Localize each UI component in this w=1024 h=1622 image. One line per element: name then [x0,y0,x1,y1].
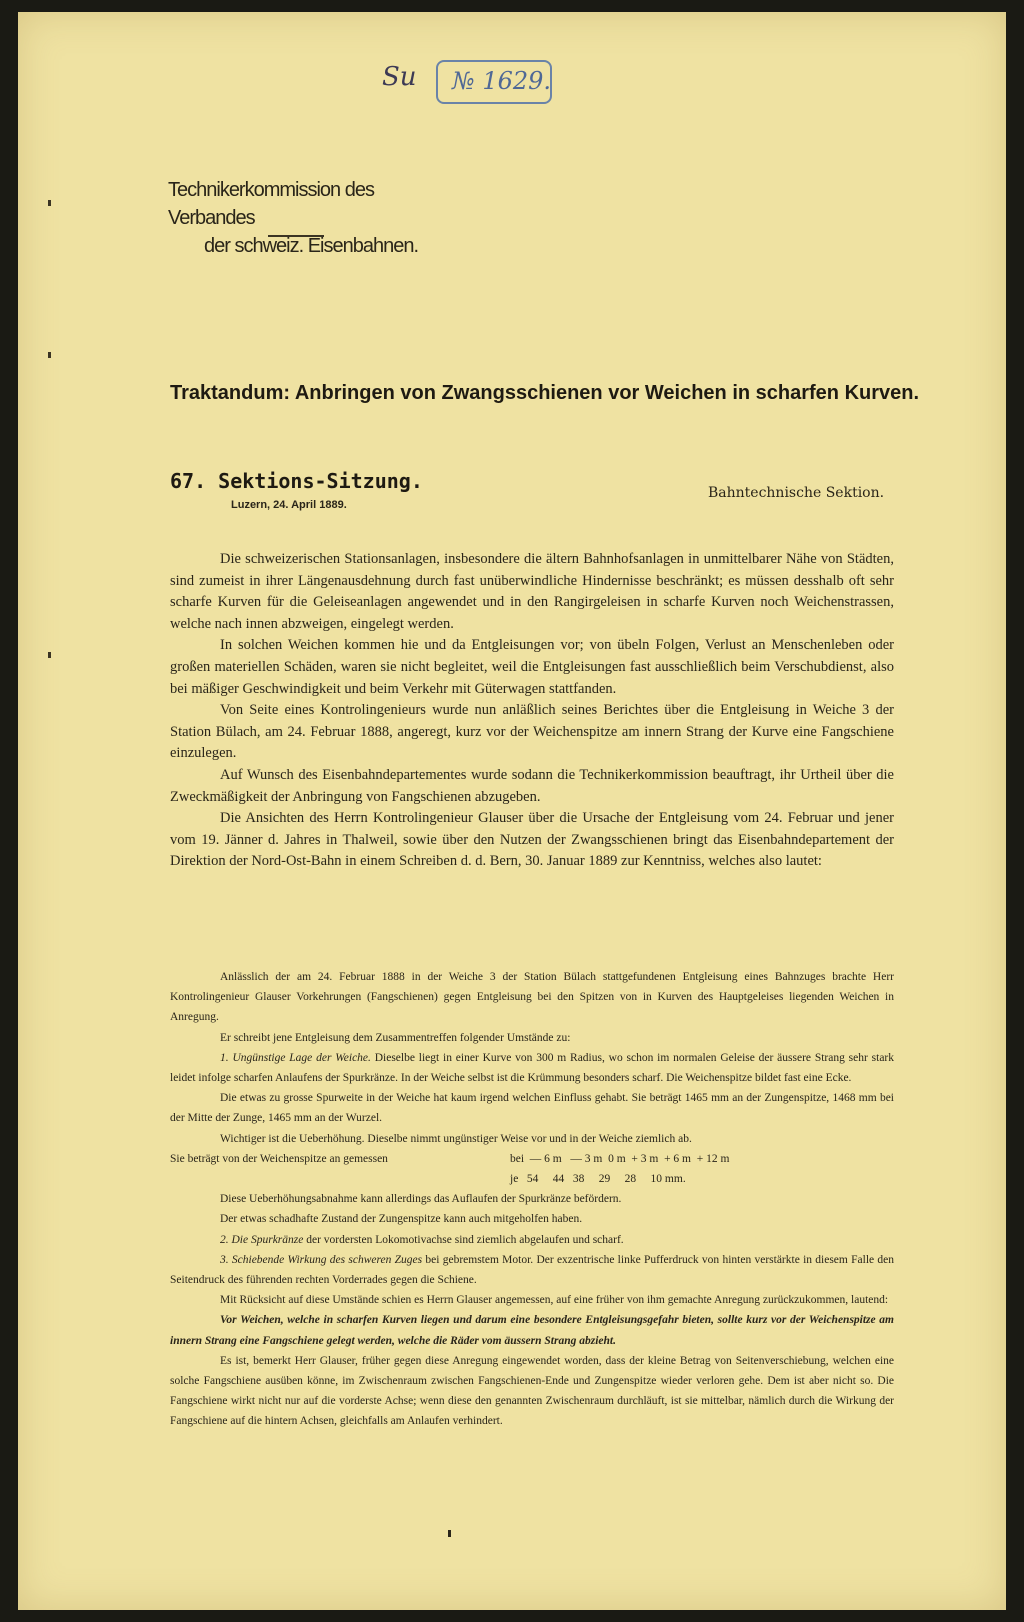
quote-paragraph: Wichtiger ist die Ueberhöhung. Dieselbe nimmt ungünstiger Weise vor und in der Weiche ziemlich ab. [220,1132,692,1145]
document-page [18,12,1006,1610]
measures-label: Sie beträgt von der Weichenspitze an gemessen [170,1152,388,1165]
org-line-1: Technikerkommission des Verbandes [168,179,374,229]
measures-distances: bei — 6 m — 3 m 0 m + 3 m + 6 m + 12 m [510,1152,730,1165]
section-name: Bahntechnische Sektion. [708,485,885,501]
quote-paragraph: Er schreibt jene Entgleisung dem Zusammentreffen folgender Umstände zu: [220,1031,571,1044]
session-number: 67. Sektions-Sitzung. [170,469,423,493]
document-title: Traktandum: Anbringen von Zwangsschienen vor Weichen in scharfen Kurven. [170,382,920,404]
quote-paragraph: Es ist, bemerkt Herr Glauser, früher gegen diese Anregung eingewendet worden, dass der kleine Betrag von Seitenverschiebung, welchen eine solche Fangschiene ausüben könne, im Zwischenraum zwischen Fangschienen-Ende und Zungenspitze wieder verloren gehe. Dem ist aber nicht so. Die Fangschiene wirkt nicht nur auf die vorderste Achse; wenn diese den genannten Zwischenraum durchläuft, ist sie mittelbar, nämlich durch die Wirkung der Fangschiene auf die hintern Achsen, gleichfalls am Anlaufen verhindert. [170,1354,894,1428]
margin-mark [48,352,51,358]
org-line-2: der schweiz. Eisenbahnen. [204,235,419,257]
quote-proposal: Vor Weichen, welche in scharfen Kurven liegen und darum eine besondere Entgleisungsgefahr bieten, sollte kurz vor der Weichenspitze am innern Strang eine Fangschiene gelegt werden, welche die Räder vom äussern Strang abzieht. [170,1314,894,1347]
margin-mark [48,200,51,206]
measures-values: je 54 44 38 29 28 10 mm. [510,1173,686,1186]
session-date: Luzern, 24. April 1889. [231,499,347,511]
stamp-number: № 1629. [452,67,552,95]
quote-item-lead: 2. Die Spurkränze [220,1233,304,1246]
quote-paragraph: Die etwas zu grosse Spurweite in der Weiche hat kaum irgend welchen Einfluss gehabt. Sie beträgt 1465 mm an der Zungenspitze, 1468 mm bei der Mitte der Zunge, 1465 mm an der Wurzel. [170,1092,894,1125]
quoted-letter [170,967,894,1432]
body-text [170,549,894,873]
quote-item-lead: 3. Schiebende Wirkung des schweren Zuges [220,1253,423,1266]
quote-paragraph: Anlässlich der am 24. Februar 1888 in der Weiche 3 der Station Bülach stattgefundenen Entgleisung eines Bahnzuges brachte Herr Kontrolingenieur Glauser Vorkehrungen (Fangschienen) gegen Entgleisung bei den Spitzen von in Kurven des Hauptgeleises liegenden Weichen in Anregung. [170,971,894,1024]
paragraph: Die schweizerischen Stationsanlagen, insbesondere die ältern Bahnhofsanlagen in unmittelbarer Nähe von Städten, sind zumeist in ihrer Längenausdehnung durch fast unüberwindliche Hindernisse beschränkt; es müssen desshalb oft sehr scharfe Kurven für die Geleiseanlagen angewendet und in den Rangirgeleisen in scharfe Kurven noch Weichenstrassen, welche nach innen abzweigen, eingelegt werden. [170,551,894,632]
quote-item-lead: 1. Ungünstige Lage der Weiche. [220,1051,371,1064]
superelevation-measures [170,1149,894,1169]
paragraph: Auf Wunsch des Eisenbahndepartementes wurde sodann die Technikerkommission beauftragt, ihr Urtheil über die Zweckmäßigkeit der Anbringung von Fangschienen abzugeben. [170,766,894,805]
paragraph: In solchen Weichen kommen hie und da Entgleisungen vor; von übeln Folgen, Verlust an Menschenleben oder großen materiellen Schäden, waren sie nicht begleitet, weil die Entgleisungen fast ausschließlich beim Verschubdienst, also bei mäßiger Geschwindigkeit und beim Verkehr mit Güterwagen stattfanden. [170,637,894,697]
archive-stamp [436,60,552,104]
quote-paragraph: 1. Ungünstige Lage der Weiche. Dieselbe liegt in einer Kurve von 300 m Radius, wo schon im normalen Geleise der äussere Strang sehr stark leidet infolge scharfen Anlaufens der Spurkränze. In der Weiche selbst ist die Krümmung besonders scharf. Die Weichenspitze bildet fast eine Ecke. [170,1051,895,1085]
archive-prefix: Su [382,62,417,92]
page-mark [448,1530,451,1537]
quote-paragraph: 3. Schiebende Wirkung des schweren Zuges bei gebremstem Motor. Der exzentrische linke Pufferdruck von hinten verstärkte in diesem Falle den Seitendruck des führenden rechten Vorderrades gegen die Schiene. [170,1253,894,1287]
quote-paragraph: 2. Die Spurkränze der vordersten Lokomotivachse sind ziemlich abgelaufen und scharf. [220,1233,624,1246]
quote-paragraph: Mit Rücksicht auf diese Umstände schien es Herrn Glauser angemessen, auf eine früher von ihm gemachte Anregung zurückzukommen, lautend: [220,1294,889,1307]
paragraph: Die Ansichten des Herrn Kontrolingenieur Glauser über die Ursache der Entgleisung vom 24. Februar und jener vom 19. Jänner d. Jahres in Thalweil, sowie über den Nutzen der Zwangsschienen bringt das Eisenbahndepartement der Direktion der Nord-Ost-Bahn in einem Schreiben d. d. Bern, 30. Januar 1889 zur Kenntniss, welches also lautet: [170,810,894,870]
header-ornament [268,235,324,240]
quote-paragraph: Der etwas schadhafte Zustand der Zungenspitze kann auch mitgeholfen haben. [220,1213,583,1226]
margin-mark [48,652,51,658]
issuing-organization [168,176,428,260]
paragraph: Von Seite eines Kontrolingenieurs wurde nun anläßlich seines Berichtes über die Entgleisung in Weiche 3 der Station Bülach, am 24. Februar 1888, angeregt, kurz vor der Weichenspitze am innern Strang der Kurve eine Fangschiene einzulegen. [170,702,894,762]
quote-paragraph: Diese Ueberhöhungsabnahme kann allerdings das Auflaufen der Spurkränze befördern. [220,1193,622,1206]
